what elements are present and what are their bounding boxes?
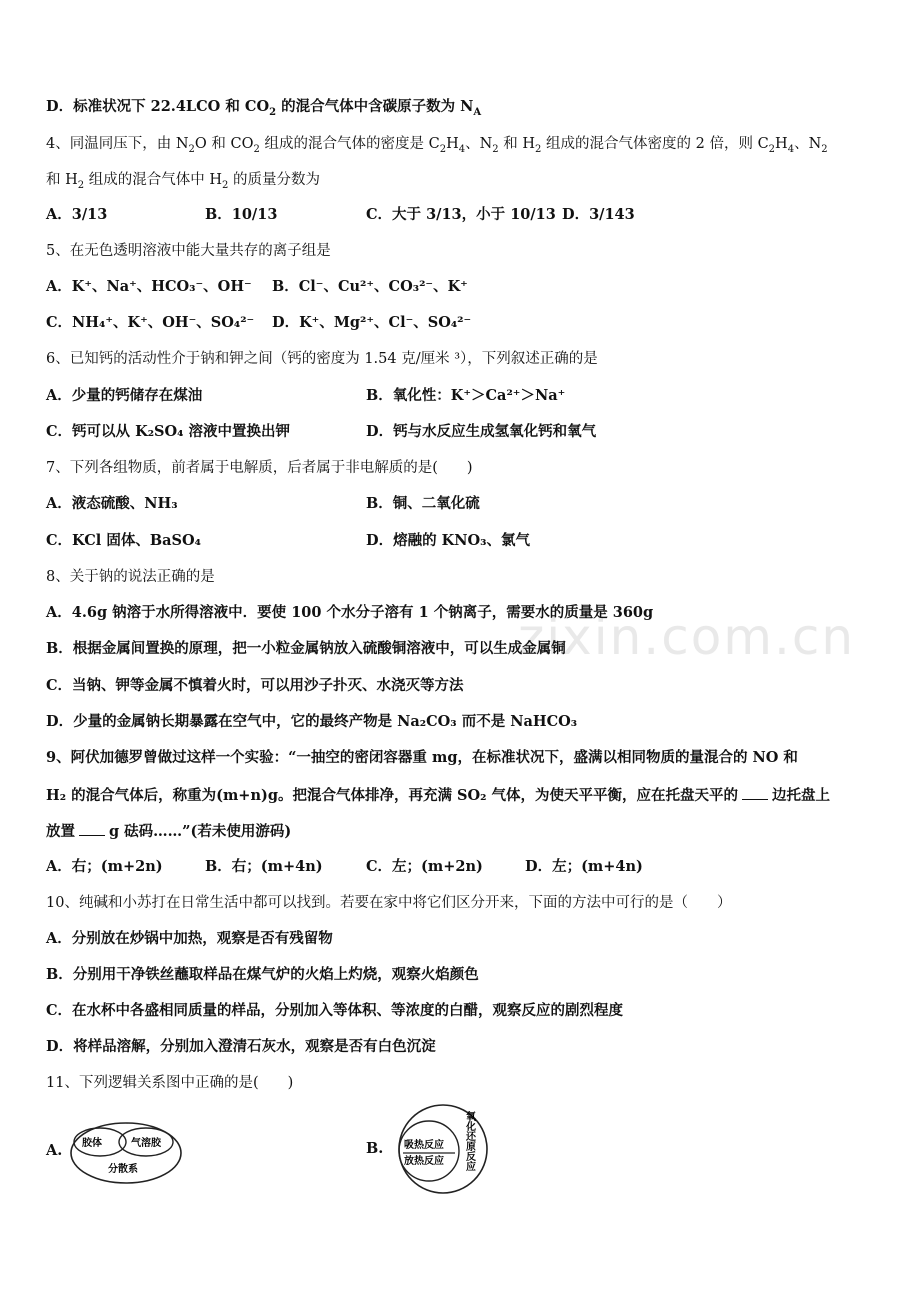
q9-stem-line3: 放置 g 砝码……”(若未使用游码) [46, 823, 292, 840]
answer-blank [742, 785, 768, 800]
diagram-b [393, 1103, 497, 1195]
q9-option-d: D．左；(m+4n) [525, 858, 643, 875]
q7-option-c: C．KCl 固体、BaSO₄ [46, 532, 201, 549]
q7-option-b: B．铜、二氧化硫 [366, 495, 480, 512]
q5-option-a: A．K⁺、Na⁺、HCO₃⁻、OH⁻ [46, 278, 252, 295]
q11-stem: 11、下列逻辑关系图中正确的是( ) [46, 1075, 294, 1091]
q9-stem-line2: H₂ 的混合气体后，称重为(m+n)g。把混合气体排净，再充满 SO₂ 气体，为使天平平衡，应在托盘天平的 边托盘上 [46, 787, 831, 804]
q11-option-b: B. [366, 1140, 384, 1157]
q5-option-b: B．Cl⁻、Cu²⁺、CO₃²⁻、K⁺ [272, 278, 468, 295]
q9-option-c: C．左；(m+2n) [366, 858, 483, 875]
q10-option-b: B．分别用干净铁丝蘸取样品在煤气炉的火焰上灼烧，观察火焰颜色 [46, 966, 479, 983]
q8-option-d: D．少量的金属钠长期暴露在空气中，它的最终产物是 Na₂CO₃ 而不是 NaHCO₃ [46, 713, 578, 730]
q5-option-c: C．NH₄⁺、K⁺、OH⁻、SO₄²⁻ [46, 314, 255, 331]
watermark: zixin.com.cn [518, 608, 856, 666]
q4-option-c: C．大于 3/13，小于 10/13 [366, 206, 556, 223]
q6-option-c: C．钙可以从 K₂SO₄ 溶液中置换出钾 [46, 423, 291, 440]
q4-stem-line2: 和 $H_2$ 组成的混合气体中 $H_2$ 的质量分数为 [46, 172, 320, 191]
q5-option-d: D．K⁺、Mg²⁺、Cl⁻、SO₄²⁻ [272, 314, 472, 331]
diagram-b-outer-label: 氧化还原反应 [463, 1111, 475, 1171]
diagram-a-left-label: 胶体 [82, 1138, 102, 1149]
q4-option-a: A．3/13 [46, 206, 108, 223]
q8-option-a: A．4.6g 钠溶于水所得溶液中．要使 100 个水分子溶有 1 个钠离子，需要水的质量是 360g [46, 604, 654, 621]
q6-option-a: A．少量的钙储存在煤油 [46, 387, 203, 404]
diagram-a [68, 1120, 184, 1186]
q9-option-b: B．右；(m+4n) [205, 858, 323, 875]
q11-option-a: A. [46, 1142, 63, 1159]
q9-option-a: A．右；(m+2n) [46, 858, 163, 875]
q3-option-d: D．标准状况下 22.4LCO 和 $CO_2$ 的混合气体中含碳原子数为 $N_A$ [46, 98, 482, 118]
diagram-a-outer-label: 分散系 [108, 1164, 138, 1175]
q5-stem: 5、在无色透明溶液中能大量共存的离子组是 [46, 243, 331, 259]
diagram-a-right-label: 气溶胶 [131, 1138, 161, 1149]
answer-blank [79, 821, 105, 836]
q6-option-b: B．氧化性：K⁺＞Ca²⁺＞Na⁺ [366, 387, 566, 404]
q4-option-b: B．10/13 [205, 206, 278, 223]
q4-stem-line1: 4、同温同压下，由 $N_2O$ 和 $CO_2$ 组成的混合气体的密度是 $C_2H_4$、$N_2$ 和 $H_2$ 组成的混合气体密度的 2 倍，则 $C_2H_4$、$N_2$ [46, 136, 828, 155]
q4-option-d: D．3/143 [562, 206, 635, 223]
q7-option-d: D．熔融的 KNO₃、氯气 [366, 532, 530, 549]
q8-option-b: B．根据金属间置换的原理，把一小粒金属钠放入硫酸铜溶液中，可以生成金属铜 [46, 640, 566, 657]
q9-stem-line1: 9、阿伏加德罗曾做过这样一个实验：“一抽空的密闭容器重 mg，在标准状况下，盛满以相同物质的量混合的 NO 和 [46, 749, 798, 766]
q10-option-a: A．分别放在炒锅中加热，观察是否有残留物 [46, 930, 333, 947]
q6-stem: 6、已知钙的活动性介于钠和钾之间（钙的密度为 1.54 克/厘米 ³），下列叙述正确的是 [46, 351, 598, 367]
q10-option-d: D．将样品溶解，分别加入澄清石灰水，观察是否有白色沉淀 [46, 1038, 436, 1055]
diagram-b-label-2: 放热反应 [404, 1156, 444, 1167]
q7-stem: 7、下列各组物质，前者属于电解质，后者属于非电解质的是( ) [46, 460, 473, 476]
q8-stem: 8、关于钠的说法正确的是 [46, 569, 215, 585]
q6-option-d: D．钙与水反应生成氢氧化钙和氧气 [366, 423, 597, 440]
q10-option-c: C．在水杯中各盛相同质量的样品，分别加入等体积、等浓度的白醋，观察反应的剧烈程度 [46, 1002, 624, 1019]
diagram-b-label-1: 吸热反应 [404, 1140, 444, 1151]
q10-stem: 10、纯碱和小苏打在日常生活中都可以找到。若要在家中将它们区分开来，下面的方法中可行的是（ ） [46, 895, 732, 911]
q8-option-c: C．当钠、钾等金属不慎着火时，可以用沙子扑灭、水浇灭等方法 [46, 677, 464, 694]
q7-option-a: A．液态硫酸、NH₃ [46, 495, 178, 512]
